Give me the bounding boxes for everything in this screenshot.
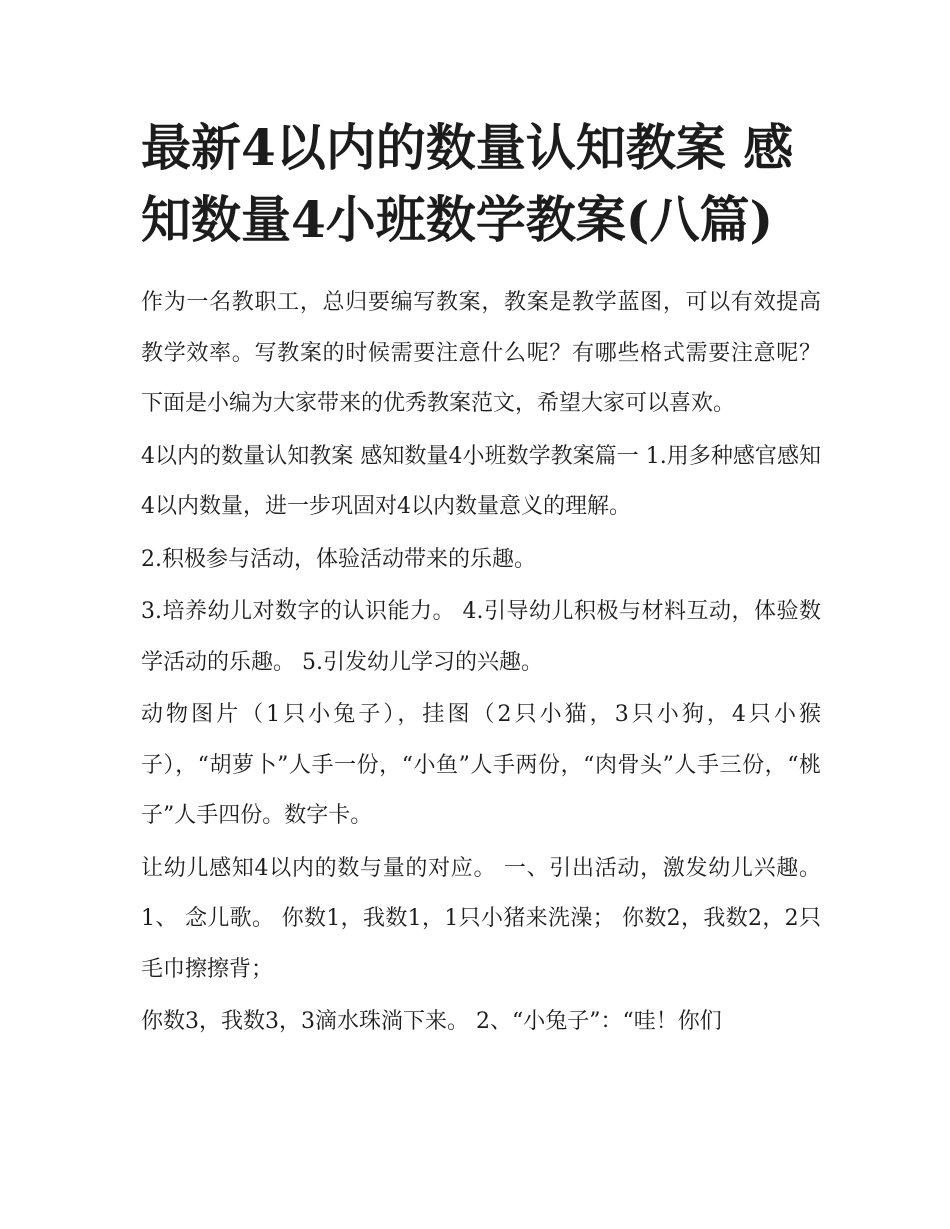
paragraph-activity-1: 让幼儿感知4以内的数与量的对应。 一、引出活动，激发幼儿兴趣。 1、 念儿歌。 你数1，我数1，1只小猪来洗澡； 你数2，我数2，2只毛巾擦擦背； [141,855,821,982]
document-title: 最新4以内的数量认知教案 感知数量4小班数学教案(八篇) [141,118,794,249]
paragraph-activity-2: 你数3，我数3，3滴水珠淌下来。 2、“小兔子”：“哇！你们 [141,1009,722,1034]
paragraph-goal-3-5: 3.培养幼儿对数字的认识能力。 4.引导幼儿积极与材料互动，体验数学活动的乐趣。 5.引发幼儿学习的兴趣。 [141,599,821,675]
paragraph-goal-2: 2.积极参与活动，体验活动带来的乐趣。 [141,546,536,572]
paragraph-goal-1: 4以内的数量认知教案 感知数量4小班数学教案篇一 1.用多种感官感知4以内数量，进一步巩固对4以内数量意义的理解。 [141,443,821,519]
document-page [141,112,821,1050]
paragraph-materials: 动物图片（1只小兔子），挂图（2只小猫，3只小狗，4只小猴子），“胡萝卜”人手一份，“小鱼”人手两份，“肉骨头”人手三份，“桃子”人手四份。数字卡。 [141,702,821,828]
paragraph-intro: 作为一名教职工，总归要编写教案，教案是教学蓝图，可以有效提高教学效率。写教案的时候需要注意什么呢？有哪些格式需要注意呢？下面是小编为大家带来的优秀教案范文，希望大家可以喜欢。 [141,290,821,416]
